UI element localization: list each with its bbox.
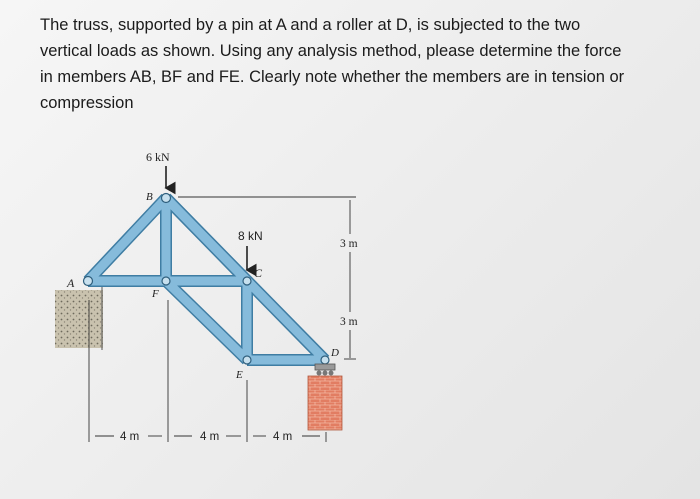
node-label-b: B (146, 191, 153, 203)
dimension-label-h2: 4 m (200, 431, 220, 443)
roller-support (308, 364, 342, 430)
problem-line: compression (40, 94, 134, 112)
joint-e (243, 356, 251, 364)
dimension-label-h3: 4 m (273, 431, 293, 443)
problem-line: The truss, supported by a pin at A and a roller at D, is subjected to the two (40, 16, 581, 34)
dimension-label-v1: 3 m (340, 238, 358, 250)
truss-members (88, 198, 325, 360)
brick-pier (308, 376, 342, 430)
joint-c (243, 277, 251, 285)
joint-d (321, 356, 329, 364)
joint-f (162, 277, 170, 285)
dimension-label-v2: 3 m (340, 316, 358, 328)
node-label-e: E (236, 369, 243, 381)
member-ab (88, 198, 166, 281)
node-label-f: F (152, 288, 159, 300)
dimension-label-h1: 4 m (120, 431, 140, 443)
joint-b (162, 194, 171, 203)
problem-line: vertical loads as shown. Using any analysis method, please determine the force (40, 42, 622, 60)
joint-a (84, 277, 93, 286)
ground-block (55, 290, 103, 348)
load-label-c: 8 kN (238, 229, 263, 243)
load-label-b: 6 kN (146, 150, 170, 164)
node-label-d: D (331, 347, 339, 359)
member-fe (166, 281, 247, 360)
node-label-a: A (67, 276, 75, 290)
problem-line: in members AB, BF and FE. Clearly note whether the members are in tension or (40, 68, 625, 86)
node-label-c: C (254, 266, 263, 280)
